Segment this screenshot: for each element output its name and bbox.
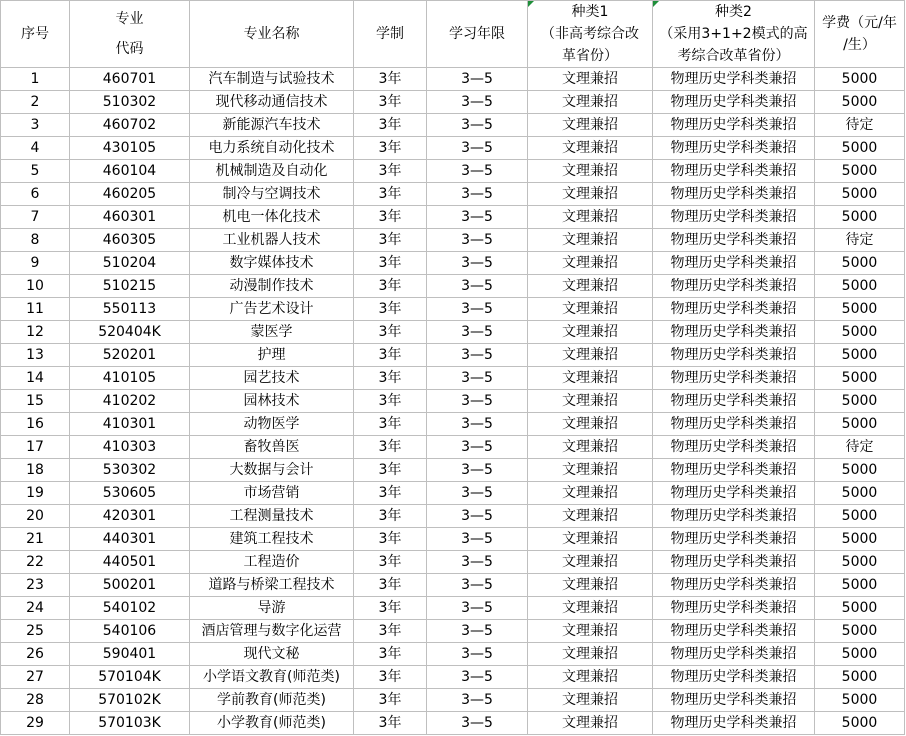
table-row bbox=[1, 482, 905, 505]
cell-seq: 10 bbox=[1, 275, 70, 298]
cell-name: 学前教育(师范类) bbox=[190, 689, 354, 712]
table-row bbox=[1, 160, 905, 183]
cell-code: 570104K bbox=[70, 666, 190, 689]
cell-years: 3—5 bbox=[427, 482, 528, 505]
cell-years: 3—5 bbox=[427, 137, 528, 160]
cell-years: 3—5 bbox=[427, 275, 528, 298]
header-system: 学制 bbox=[354, 1, 427, 68]
cell-type2: 物理历史学科类兼招 bbox=[653, 643, 815, 666]
cell-code: 430105 bbox=[70, 137, 190, 160]
cell-system: 3年 bbox=[354, 275, 427, 298]
table-row bbox=[1, 275, 905, 298]
table-row bbox=[1, 666, 905, 689]
cell-fee: 待定 bbox=[815, 436, 905, 459]
table-row bbox=[1, 114, 905, 137]
cell-type2: 物理历史学科类兼招 bbox=[653, 229, 815, 252]
cell-system: 3年 bbox=[354, 91, 427, 114]
cell-code: 590401 bbox=[70, 643, 190, 666]
cell-seq: 25 bbox=[1, 620, 70, 643]
cell-seq: 27 bbox=[1, 666, 70, 689]
cell-code: 550113 bbox=[70, 298, 190, 321]
cell-type2: 物理历史学科类兼招 bbox=[653, 206, 815, 229]
cell-system: 3年 bbox=[354, 321, 427, 344]
cell-type1: 文理兼招 bbox=[528, 298, 653, 321]
cell-type1: 文理兼招 bbox=[528, 574, 653, 597]
cell-type1: 文理兼招 bbox=[528, 436, 653, 459]
cell-name: 市场营销 bbox=[190, 482, 354, 505]
cell-type2: 物理历史学科类兼招 bbox=[653, 459, 815, 482]
cell-seq: 23 bbox=[1, 574, 70, 597]
cell-seq: 7 bbox=[1, 206, 70, 229]
table-row bbox=[1, 551, 905, 574]
cell-type2: 物理历史学科类兼招 bbox=[653, 712, 815, 735]
cell-type2: 物理历史学科类兼招 bbox=[653, 413, 815, 436]
cell-years: 3—5 bbox=[427, 183, 528, 206]
cell-code: 410301 bbox=[70, 413, 190, 436]
cell-type2: 物理历史学科类兼招 bbox=[653, 597, 815, 620]
cell-code: 570103K bbox=[70, 712, 190, 735]
cell-name: 园艺技术 bbox=[190, 367, 354, 390]
cell-fee: 5000 bbox=[815, 160, 905, 183]
table-row bbox=[1, 298, 905, 321]
cell-system: 3年 bbox=[354, 298, 427, 321]
cell-fee: 5000 bbox=[815, 551, 905, 574]
cell-years: 3—5 bbox=[427, 459, 528, 482]
table-row bbox=[1, 68, 905, 91]
cell-type1: 文理兼招 bbox=[528, 160, 653, 183]
table-row bbox=[1, 712, 905, 735]
cell-years: 3—5 bbox=[427, 574, 528, 597]
cell-name: 道路与桥梁工程技术 bbox=[190, 574, 354, 597]
cell-system: 3年 bbox=[354, 68, 427, 91]
cell-type2: 物理历史学科类兼招 bbox=[653, 160, 815, 183]
cell-system: 3年 bbox=[354, 252, 427, 275]
cell-type2: 物理历史学科类兼招 bbox=[653, 91, 815, 114]
cell-name: 酒店管理与数字化运营 bbox=[190, 620, 354, 643]
table-row bbox=[1, 252, 905, 275]
cell-name: 建筑工程技术 bbox=[190, 528, 354, 551]
cell-type2: 物理历史学科类兼招 bbox=[653, 390, 815, 413]
cell-system: 3年 bbox=[354, 482, 427, 505]
cell-fee: 5000 bbox=[815, 482, 905, 505]
cell-years: 3—5 bbox=[427, 252, 528, 275]
cell-name: 数字媒体技术 bbox=[190, 252, 354, 275]
cell-code: 460205 bbox=[70, 183, 190, 206]
cell-type1: 文理兼招 bbox=[528, 229, 653, 252]
cell-type1: 文理兼招 bbox=[528, 482, 653, 505]
cell-seq: 15 bbox=[1, 390, 70, 413]
cell-fee: 5000 bbox=[815, 666, 905, 689]
cell-name: 机械制造及自动化 bbox=[190, 160, 354, 183]
table-row bbox=[1, 505, 905, 528]
cell-type1: 文理兼招 bbox=[528, 528, 653, 551]
cell-name: 护理 bbox=[190, 344, 354, 367]
cell-code: 410202 bbox=[70, 390, 190, 413]
table-row bbox=[1, 689, 905, 712]
cell-fee: 5000 bbox=[815, 367, 905, 390]
cell-seq: 2 bbox=[1, 91, 70, 114]
cell-seq: 11 bbox=[1, 298, 70, 321]
cell-name: 畜牧兽医 bbox=[190, 436, 354, 459]
cell-type2: 物理历史学科类兼招 bbox=[653, 137, 815, 160]
table-body bbox=[1, 68, 905, 735]
cell-seq: 16 bbox=[1, 413, 70, 436]
header-seq: 序号 bbox=[1, 1, 70, 68]
cell-code: 570102K bbox=[70, 689, 190, 712]
comment-marker-icon bbox=[653, 1, 659, 7]
header-fee: 学费（元/年 /生） bbox=[815, 1, 905, 68]
cell-seq: 1 bbox=[1, 68, 70, 91]
cell-type2: 物理历史学科类兼招 bbox=[653, 183, 815, 206]
cell-type2: 物理历史学科类兼招 bbox=[653, 321, 815, 344]
cell-name: 蒙医学 bbox=[190, 321, 354, 344]
cell-seq: 5 bbox=[1, 160, 70, 183]
cell-name: 小学教育(师范类) bbox=[190, 712, 354, 735]
cell-system: 3年 bbox=[354, 137, 427, 160]
cell-code: 510302 bbox=[70, 91, 190, 114]
cell-code: 530302 bbox=[70, 459, 190, 482]
cell-fee: 5000 bbox=[815, 68, 905, 91]
cell-years: 3—5 bbox=[427, 367, 528, 390]
cell-type1: 文理兼招 bbox=[528, 68, 653, 91]
cell-code: 530605 bbox=[70, 482, 190, 505]
cell-fee: 5000 bbox=[815, 528, 905, 551]
cell-system: 3年 bbox=[354, 712, 427, 735]
cell-system: 3年 bbox=[354, 206, 427, 229]
cell-type1: 文理兼招 bbox=[528, 137, 653, 160]
cell-years: 3—5 bbox=[427, 505, 528, 528]
cell-years: 3—5 bbox=[427, 91, 528, 114]
cell-system: 3年 bbox=[354, 114, 427, 137]
cell-type2: 物理历史学科类兼招 bbox=[653, 114, 815, 137]
cell-years: 3—5 bbox=[427, 160, 528, 183]
cell-seq: 9 bbox=[1, 252, 70, 275]
cell-type1: 文理兼招 bbox=[528, 620, 653, 643]
table-row bbox=[1, 413, 905, 436]
cell-seq: 18 bbox=[1, 459, 70, 482]
table-row bbox=[1, 620, 905, 643]
cell-system: 3年 bbox=[354, 160, 427, 183]
cell-type2: 物理历史学科类兼招 bbox=[653, 505, 815, 528]
table-row bbox=[1, 206, 905, 229]
cell-type2: 物理历史学科类兼招 bbox=[653, 367, 815, 390]
cell-fee: 5000 bbox=[815, 252, 905, 275]
cell-type2: 物理历史学科类兼招 bbox=[653, 574, 815, 597]
cell-seq: 19 bbox=[1, 482, 70, 505]
cell-fee: 5000 bbox=[815, 689, 905, 712]
header-name: 专业名称 bbox=[190, 1, 354, 68]
cell-fee: 5000 bbox=[815, 344, 905, 367]
header-years: 学习年限 bbox=[427, 1, 528, 68]
cell-type2: 物理历史学科类兼招 bbox=[653, 298, 815, 321]
cell-years: 3—5 bbox=[427, 666, 528, 689]
cell-code: 420301 bbox=[70, 505, 190, 528]
cell-code: 500201 bbox=[70, 574, 190, 597]
cell-type1: 文理兼招 bbox=[528, 91, 653, 114]
cell-years: 3—5 bbox=[427, 712, 528, 735]
cell-type1: 文理兼招 bbox=[528, 666, 653, 689]
cell-seq: 28 bbox=[1, 689, 70, 712]
cell-system: 3年 bbox=[354, 183, 427, 206]
cell-years: 3—5 bbox=[427, 597, 528, 620]
cell-system: 3年 bbox=[354, 367, 427, 390]
cell-type1: 文理兼招 bbox=[528, 344, 653, 367]
cell-years: 3—5 bbox=[427, 206, 528, 229]
table-row bbox=[1, 574, 905, 597]
header-type2: 种类2 （采用3+1+2模式的高 考综合改革省份） bbox=[653, 1, 815, 68]
cell-code: 410105 bbox=[70, 367, 190, 390]
cell-name: 电力系统自动化技术 bbox=[190, 137, 354, 160]
cell-type1: 文理兼招 bbox=[528, 206, 653, 229]
table-row bbox=[1, 321, 905, 344]
cell-type2: 物理历史学科类兼招 bbox=[653, 436, 815, 459]
cell-type1: 文理兼招 bbox=[528, 505, 653, 528]
header-row bbox=[1, 1, 905, 68]
cell-system: 3年 bbox=[354, 528, 427, 551]
cell-seq: 20 bbox=[1, 505, 70, 528]
table-row bbox=[1, 528, 905, 551]
cell-years: 3—5 bbox=[427, 413, 528, 436]
cell-years: 3—5 bbox=[427, 344, 528, 367]
cell-years: 3—5 bbox=[427, 390, 528, 413]
cell-system: 3年 bbox=[354, 505, 427, 528]
cell-system: 3年 bbox=[354, 390, 427, 413]
cell-years: 3—5 bbox=[427, 298, 528, 321]
cell-name: 动物医学 bbox=[190, 413, 354, 436]
cell-type2: 物理历史学科类兼招 bbox=[653, 68, 815, 91]
cell-type2: 物理历史学科类兼招 bbox=[653, 482, 815, 505]
cell-type1: 文理兼招 bbox=[528, 321, 653, 344]
cell-type1: 文理兼招 bbox=[528, 643, 653, 666]
cell-name: 汽车制造与试验技术 bbox=[190, 68, 354, 91]
cell-years: 3—5 bbox=[427, 689, 528, 712]
cell-seq: 13 bbox=[1, 344, 70, 367]
cell-fee: 5000 bbox=[815, 459, 905, 482]
cell-type1: 文理兼招 bbox=[528, 367, 653, 390]
cell-fee: 5000 bbox=[815, 390, 905, 413]
cell-fee: 5000 bbox=[815, 413, 905, 436]
cell-years: 3—5 bbox=[427, 620, 528, 643]
table-row bbox=[1, 643, 905, 666]
cell-fee: 5000 bbox=[815, 712, 905, 735]
cell-fee: 5000 bbox=[815, 574, 905, 597]
cell-years: 3—5 bbox=[427, 436, 528, 459]
cell-fee: 5000 bbox=[815, 91, 905, 114]
cell-fee: 5000 bbox=[815, 137, 905, 160]
cell-fee: 5000 bbox=[815, 183, 905, 206]
cell-seq: 29 bbox=[1, 712, 70, 735]
cell-system: 3年 bbox=[354, 551, 427, 574]
cell-type2: 物理历史学科类兼招 bbox=[653, 666, 815, 689]
cell-name: 大数据与会计 bbox=[190, 459, 354, 482]
cell-seq: 6 bbox=[1, 183, 70, 206]
cell-system: 3年 bbox=[354, 666, 427, 689]
cell-seq: 12 bbox=[1, 321, 70, 344]
table-row bbox=[1, 390, 905, 413]
cell-name: 机电一体化技术 bbox=[190, 206, 354, 229]
cell-name: 广告艺术设计 bbox=[190, 298, 354, 321]
cell-fee: 待定 bbox=[815, 229, 905, 252]
cell-years: 3—5 bbox=[427, 229, 528, 252]
cell-code: 540102 bbox=[70, 597, 190, 620]
cell-fee: 5000 bbox=[815, 321, 905, 344]
cell-system: 3年 bbox=[354, 459, 427, 482]
cell-type1: 文理兼招 bbox=[528, 390, 653, 413]
cell-system: 3年 bbox=[354, 620, 427, 643]
cell-type2: 物理历史学科类兼招 bbox=[653, 620, 815, 643]
cell-type1: 文理兼招 bbox=[528, 275, 653, 298]
cell-type1: 文理兼招 bbox=[528, 597, 653, 620]
cell-type2: 物理历史学科类兼招 bbox=[653, 252, 815, 275]
table-row bbox=[1, 436, 905, 459]
table-row bbox=[1, 91, 905, 114]
cell-years: 3—5 bbox=[427, 643, 528, 666]
table-row bbox=[1, 367, 905, 390]
table-row bbox=[1, 459, 905, 482]
cell-code: 460305 bbox=[70, 229, 190, 252]
cell-code: 440301 bbox=[70, 528, 190, 551]
cell-system: 3年 bbox=[354, 643, 427, 666]
cell-type1: 文理兼招 bbox=[528, 114, 653, 137]
cell-system: 3年 bbox=[354, 229, 427, 252]
cell-code: 460301 bbox=[70, 206, 190, 229]
cell-type1: 文理兼招 bbox=[528, 712, 653, 735]
cell-code: 520201 bbox=[70, 344, 190, 367]
cell-seq: 21 bbox=[1, 528, 70, 551]
cell-years: 3—5 bbox=[427, 114, 528, 137]
cell-fee: 5000 bbox=[815, 597, 905, 620]
cell-system: 3年 bbox=[354, 597, 427, 620]
comment-marker-icon bbox=[528, 1, 534, 7]
cell-code: 460104 bbox=[70, 160, 190, 183]
cell-type1: 文理兼招 bbox=[528, 413, 653, 436]
table-row bbox=[1, 344, 905, 367]
cell-years: 3—5 bbox=[427, 528, 528, 551]
cell-seq: 26 bbox=[1, 643, 70, 666]
cell-seq: 17 bbox=[1, 436, 70, 459]
cell-name: 小学语文教育(师范类) bbox=[190, 666, 354, 689]
table-row bbox=[1, 229, 905, 252]
cell-years: 3—5 bbox=[427, 68, 528, 91]
cell-code: 540106 bbox=[70, 620, 190, 643]
cell-fee: 5000 bbox=[815, 620, 905, 643]
table-row bbox=[1, 183, 905, 206]
cell-years: 3—5 bbox=[427, 321, 528, 344]
cell-type2: 物理历史学科类兼招 bbox=[653, 275, 815, 298]
cell-code: 460701 bbox=[70, 68, 190, 91]
cell-name: 园林技术 bbox=[190, 390, 354, 413]
cell-code: 510204 bbox=[70, 252, 190, 275]
cell-system: 3年 bbox=[354, 689, 427, 712]
cell-years: 3—5 bbox=[427, 551, 528, 574]
cell-name: 新能源汽车技术 bbox=[190, 114, 354, 137]
cell-code: 460702 bbox=[70, 114, 190, 137]
cell-seq: 22 bbox=[1, 551, 70, 574]
table-row bbox=[1, 137, 905, 160]
cell-fee: 待定 bbox=[815, 114, 905, 137]
cell-fee: 5000 bbox=[815, 206, 905, 229]
cell-code: 510215 bbox=[70, 275, 190, 298]
cell-seq: 4 bbox=[1, 137, 70, 160]
cell-seq: 3 bbox=[1, 114, 70, 137]
cell-type1: 文理兼招 bbox=[528, 252, 653, 275]
cell-seq: 14 bbox=[1, 367, 70, 390]
cell-system: 3年 bbox=[354, 574, 427, 597]
cell-type1: 文理兼招 bbox=[528, 689, 653, 712]
cell-name: 工程测量技术 bbox=[190, 505, 354, 528]
header-type1: 种类1 （非高考综合改 革省份） bbox=[528, 1, 653, 68]
cell-fee: 5000 bbox=[815, 505, 905, 528]
cell-fee: 5000 bbox=[815, 275, 905, 298]
cell-name: 导游 bbox=[190, 597, 354, 620]
cell-fee: 5000 bbox=[815, 643, 905, 666]
header-code: 专业 代码 bbox=[70, 1, 190, 68]
table-row bbox=[1, 597, 905, 620]
cell-type2: 物理历史学科类兼招 bbox=[653, 344, 815, 367]
cell-type2: 物理历史学科类兼招 bbox=[653, 689, 815, 712]
cell-system: 3年 bbox=[354, 413, 427, 436]
cell-code: 520404K bbox=[70, 321, 190, 344]
cell-type1: 文理兼招 bbox=[528, 551, 653, 574]
cell-fee: 5000 bbox=[815, 298, 905, 321]
cell-code: 440501 bbox=[70, 551, 190, 574]
cell-name: 现代移动通信技术 bbox=[190, 91, 354, 114]
cell-type2: 物理历史学科类兼招 bbox=[653, 551, 815, 574]
cell-type1: 文理兼招 bbox=[528, 459, 653, 482]
cell-system: 3年 bbox=[354, 344, 427, 367]
cell-name: 制冷与空调技术 bbox=[190, 183, 354, 206]
cell-name: 动漫制作技术 bbox=[190, 275, 354, 298]
cell-name: 工业机器人技术 bbox=[190, 229, 354, 252]
cell-name: 现代文秘 bbox=[190, 643, 354, 666]
cell-code: 410303 bbox=[70, 436, 190, 459]
cell-type2: 物理历史学科类兼招 bbox=[653, 528, 815, 551]
cell-type1: 文理兼招 bbox=[528, 183, 653, 206]
cell-seq: 8 bbox=[1, 229, 70, 252]
cell-seq: 24 bbox=[1, 597, 70, 620]
cell-name: 工程造价 bbox=[190, 551, 354, 574]
cell-system: 3年 bbox=[354, 436, 427, 459]
